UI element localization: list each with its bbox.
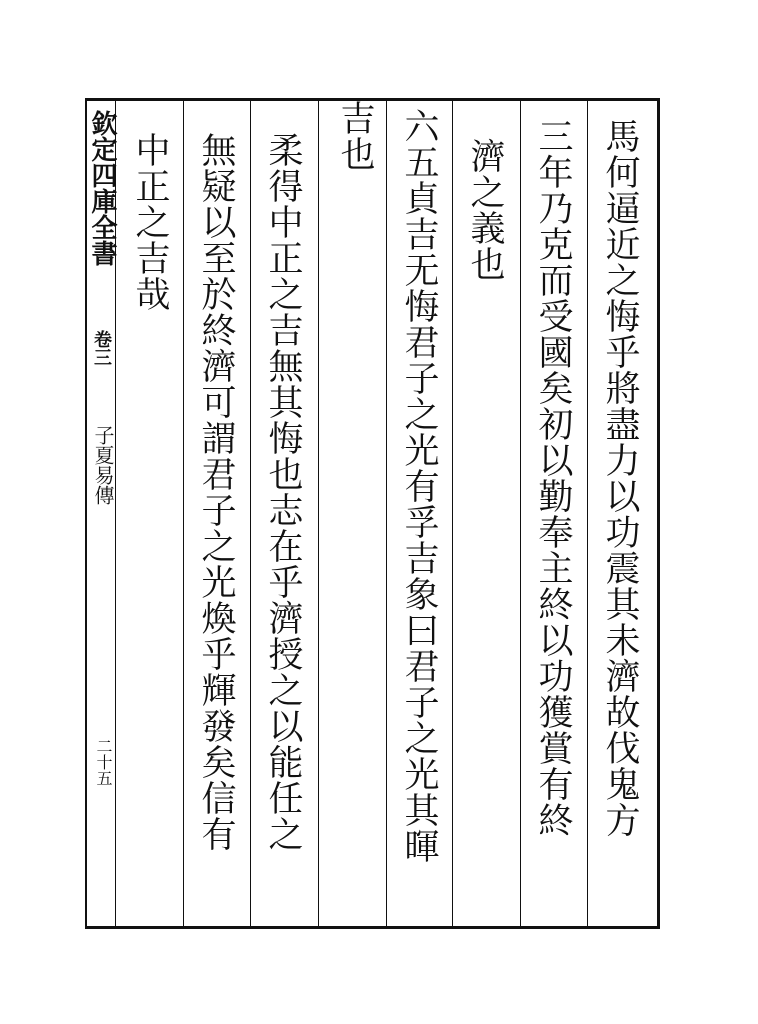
text-column-1: 馬何逼近之悔乎將盡力以功震其未濟故伐鬼方 [600,118,640,838]
margin-title: 欽定四庫全書 [87,110,117,266]
text-column-4: 六五貞吉无悔君子之光有孚吉象曰君子之光其暉 [399,108,439,864]
text-column-7: 無疑以至於終濟可謂君子之光煥乎輝發矣信有 [196,132,236,852]
column-divider [386,98,387,929]
column-divider [452,98,453,929]
text-column-3: 濟之義也 [465,138,505,282]
column-divider [250,98,251,929]
text-column-6: 柔得中正之吉無其悔也志在乎濟授之以能任之 [263,132,303,852]
column-divider [318,98,319,929]
column-divider [587,98,588,929]
text-column-2: 三年乃克而受國矣初以勤奉主終以功獲賞有終 [533,118,573,838]
margin-volume: 卷三 [91,330,112,366]
margin-book-title: 子夏易傳 [91,425,115,505]
text-column-8: 中正之吉哉 [130,132,170,312]
margin-page-number: 二十五 [94,738,113,786]
frame-bottom-line [85,926,660,929]
frame-right-line [657,98,660,929]
column-divider [520,98,521,929]
text-column-5: 吉也 [335,100,375,172]
column-divider [183,98,184,929]
